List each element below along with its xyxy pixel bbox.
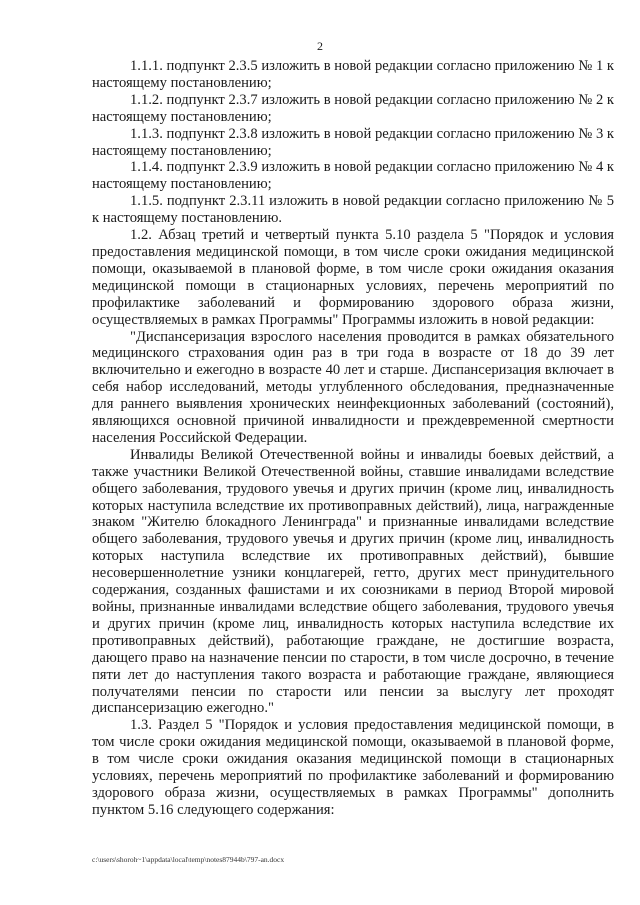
paragraph-quote-invalids: Инвалиды Великой Отечественной войны и инвалиды боевых действий, а также участники Великой Отечественной войны, ставшие инвалидами вследствие общего заболевания, трудового увечья и других причин (кроме лиц, инвалидность которых наступила вследствие их противоправных действий), лица, награжденные знаком "Жителю блокадного Ленинграда" и признанные инвалидами вследствие общего заболевания, трудового увечья и других причин (кроме лиц, инвалидность которых наступила вследствие их противоправных действий), бывшие несовершеннолетние узники концлагерей, гетто, других мест принудительного содержания, созданных фашистами и их союзниками в период Второй мировой войны, признанные инвалидами вследствие общего заболевания, трудового увечья и других причин (кроме лиц, инвалидность которых наступила вследствие их противоправных действий), работающие граждане, не достигшие возраста, дающего право на назначение пенсии по старости, в том числе досрочно, в течение пяти лет до наступления такого возраста и работающие граждане, являющиеся получателями пенсии по старости или пенсии за выслугу лет проходят диспансеризацию ежегодно.": [92, 446, 614, 717]
paragraph-1-1-4: 1.1.4. подпункт 2.3.9 изложить в новой редакции согласно приложению № 4 к настоящему постановлению;: [92, 159, 614, 193]
document-body: [92, 58, 614, 819]
paragraph-1-1-2: 1.1.2. подпункт 2.3.7 изложить в новой редакции согласно приложению № 2 к настоящему постановлению;: [92, 91, 614, 125]
page-number: 2: [317, 39, 323, 53]
paragraph-1-2: 1.2. Абзац третий и четвертый пункта 5.10 раздела 5 "Порядок и условия предоставления медицинской помощи, в том числе сроки ожидания медицинской помощи, оказываемой в плановой форме, в том числе сроки ожидания оказания медицинской помощи в стационарных условиях, перечень мероприятий по профилактике заболеваний и формированию здорового образа жизни, осуществляемых в рамках Программы" Программы изложить в новой редакции:: [92, 227, 614, 328]
footer-file-path: c:\users\shoroh~1\appdata\local\temp\notes87944b\797-an.docx: [92, 855, 285, 864]
paragraph-1-1-1: 1.1.1. подпункт 2.3.5 изложить в новой редакции согласно приложению № 1 к настоящему постановлению;: [92, 58, 614, 91]
paragraph-quote-dispanserization: "Диспансеризация взрослого населения проводится в рамках обязательного медицинского страхования один раз в три года в возрасте от 18 до 39 лет включительно и ежегодно в возрасте 40 лет и старше. Диспансеризация включает в себя набор исследований, методы углубленного обследования, предназначенные для раннего выявления хронических неинфекционных заболеваний (состояний), являющихся основной причиной инвалидности и преждевременной смертности населения Российской Федерации.: [92, 328, 614, 446]
paragraph-1-3: 1.3. Раздел 5 "Порядок и условия предоставления медицинской помощи, в том числе сроки ожидания медицинской помощи, оказываемой в плановой форме, в том числе сроки ожидания оказания медицинской помощи в стационарных условиях, перечень мероприятий по профилактике заболеваний и формированию здорового образа жизни, осуществляемых в рамках Программы" дополнить пунктом 5.16 следующего содержания:: [92, 717, 614, 818]
paragraph-1-1-3: 1.1.3. подпункт 2.3.8 изложить в новой редакции согласно приложению № 3 к настоящему постановлению;: [92, 125, 614, 159]
paragraph-1-1-5: 1.1.5. подпункт 2.3.11 изложить в новой редакции согласно приложению № 5 к настоящему постановлению.: [92, 193, 614, 227]
